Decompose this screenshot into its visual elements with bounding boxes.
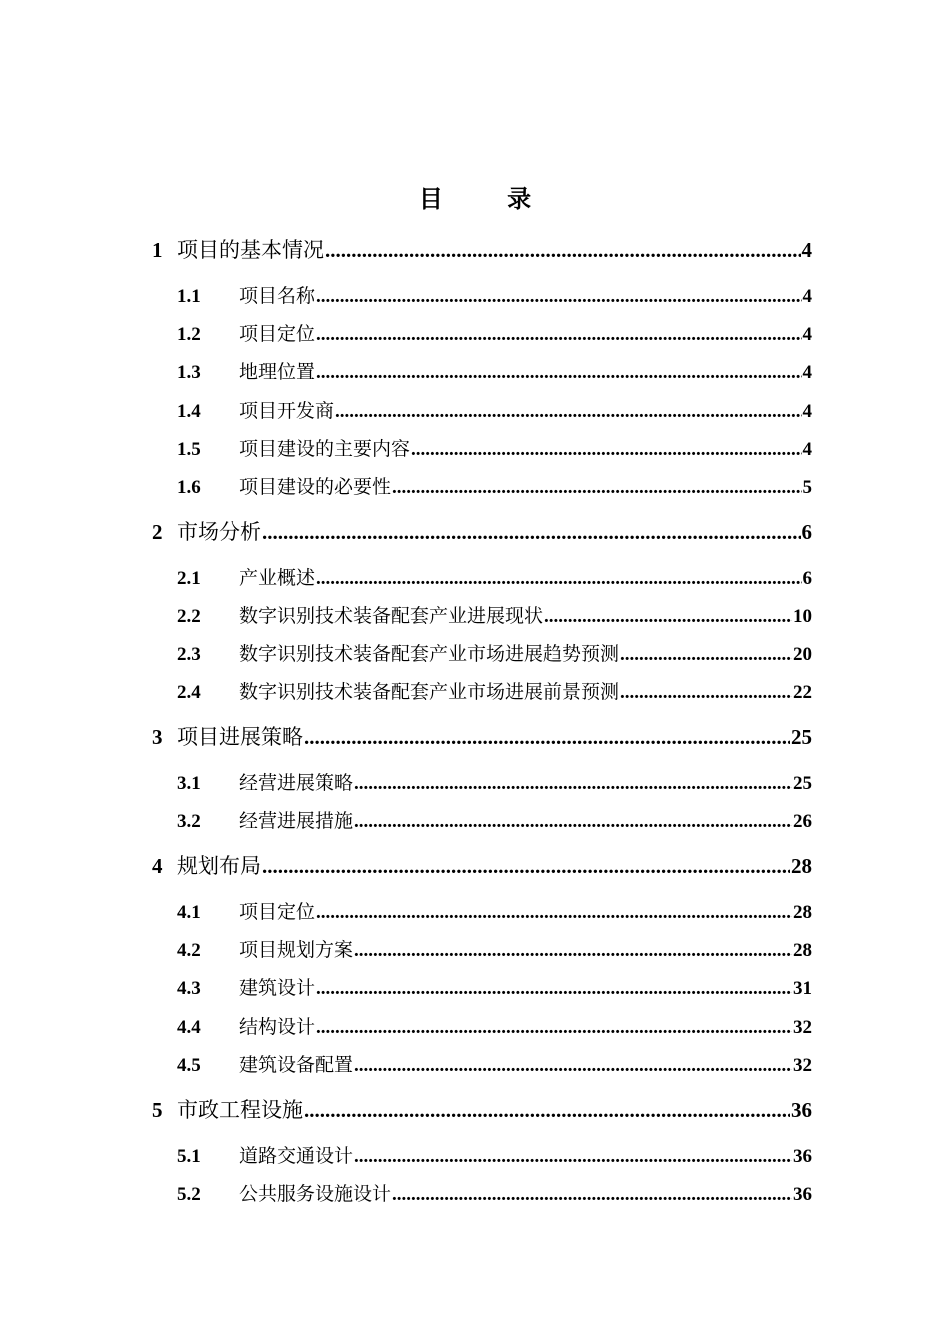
toc-entry-label: 道路交通设计 (239, 1145, 354, 1167)
toc-entry-number: 2.4 (177, 682, 201, 703)
toc-entry-number: 1.4 (177, 401, 201, 422)
toc-entry[interactable] (177, 1051, 812, 1080)
toc-entry-label: 建筑设备配置 (239, 1054, 354, 1076)
toc-entry[interactable] (177, 1180, 812, 1209)
toc-entry[interactable] (177, 358, 812, 387)
toc-entry-label: 产业概述 (239, 567, 316, 589)
toc-entry[interactable] (177, 282, 812, 311)
toc-entry[interactable] (177, 936, 812, 965)
toc-entry-page: 4 (802, 401, 812, 422)
toc-entry-page: 22 (793, 682, 812, 703)
toc-entry[interactable] (177, 602, 812, 631)
toc-dot-leader (620, 641, 792, 669)
toc-entry-number: 1.1 (177, 286, 201, 307)
toc-entry-page: 6 (802, 568, 812, 589)
toc-dot-leader (316, 283, 801, 311)
toc-entry-number: 5.2 (177, 1184, 201, 1205)
toc-dot-leader (620, 679, 792, 707)
toc-entry[interactable] (152, 235, 812, 265)
toc-entry-page: 4 (802, 286, 812, 307)
toc-entry-number: 1.2 (177, 324, 201, 345)
toc-entry-number: 3 (152, 725, 163, 749)
toc-entry-number: 4 (152, 854, 163, 878)
toc-entry[interactable] (152, 851, 812, 881)
toc-dot-leader (335, 398, 801, 426)
toc-entry[interactable] (177, 678, 812, 707)
toc-entry-page: 32 (793, 1017, 812, 1038)
toc-entry-number: 1 (152, 238, 163, 262)
toc-entry-label: 项目建设的必要性 (239, 476, 392, 498)
toc-entry[interactable] (177, 807, 812, 836)
toc-entry-page: 25 (791, 725, 812, 749)
toc-entry-label: 项目定位 (239, 323, 316, 345)
toc-entry-page: 31 (793, 978, 812, 999)
toc-dot-leader (316, 359, 801, 387)
toc-entry-label: 市政工程设施 (177, 1098, 303, 1122)
toc-dot-leader (304, 1095, 790, 1125)
toc-entry-page: 32 (793, 1055, 812, 1076)
toc-entry-page: 20 (793, 644, 812, 665)
toc-entry-number: 4.4 (177, 1017, 201, 1038)
toc-entry-number: 4.2 (177, 940, 201, 961)
toc-entry-number: 3.2 (177, 811, 201, 832)
toc-entry-page: 36 (791, 1098, 812, 1122)
toc-entry-label: 项目建设的主要内容 (239, 438, 411, 460)
toc-dot-leader (325, 235, 801, 265)
toc-dot-leader (544, 603, 792, 631)
toc-entry-page: 5 (802, 477, 812, 498)
toc-dot-leader (354, 937, 792, 965)
toc-entry-page: 6 (801, 520, 812, 544)
toc-title: 目 录 (418, 184, 560, 213)
toc-entry-label: 经营进展策略 (239, 772, 354, 794)
toc-entry-number: 1.6 (177, 477, 201, 498)
toc-dot-leader (354, 808, 792, 836)
toc-entry-number: 2 (152, 520, 163, 544)
toc-dot-leader (392, 474, 801, 502)
toc-entry-number: 2.2 (177, 606, 201, 627)
toc-entry-label: 项目进展策略 (177, 725, 303, 749)
toc-entry-label: 项目的基本情况 (177, 238, 324, 262)
toc-entry-page: 28 (793, 940, 812, 961)
toc-dot-leader (316, 975, 792, 1003)
toc-dot-leader (354, 770, 792, 798)
toc-entry-number: 4.5 (177, 1055, 201, 1076)
toc-entry-page: 25 (793, 773, 812, 794)
toc-entry-page: 36 (793, 1184, 812, 1205)
toc-dot-leader (316, 899, 792, 927)
toc-entry-number: 2.3 (177, 644, 201, 665)
toc-dot-leader (304, 722, 790, 752)
toc-entry-page: 28 (791, 854, 812, 878)
toc-entry-page: 4 (802, 439, 812, 460)
toc-entry[interactable] (177, 898, 812, 927)
toc-dot-leader (262, 517, 801, 547)
toc-entry-page: 26 (793, 811, 812, 832)
toc-entry-number: 5.1 (177, 1146, 201, 1167)
toc-entry[interactable] (177, 564, 812, 593)
toc-dot-leader (316, 321, 801, 349)
toc-entry-number: 3.1 (177, 773, 201, 794)
toc-entry-label: 经营进展措施 (239, 810, 354, 832)
toc-dot-leader (354, 1052, 792, 1080)
toc-entry-label: 项目定位 (239, 901, 316, 923)
toc-entry[interactable] (177, 1142, 812, 1171)
toc-entry[interactable] (177, 473, 812, 502)
toc-entry[interactable] (177, 435, 812, 464)
toc-entry-label: 市场分析 (177, 520, 261, 544)
toc-entry-number: 1.5 (177, 439, 201, 460)
toc-entry-label: 结构设计 (239, 1016, 316, 1038)
toc-entry[interactable] (177, 640, 812, 669)
toc-entry[interactable] (152, 517, 812, 547)
toc-entry-page: 28 (793, 902, 812, 923)
toc-entry-page: 4 (802, 362, 812, 383)
toc-entry[interactable] (177, 769, 812, 798)
toc-entry-label: 项目开发商 (239, 400, 335, 422)
toc-dot-leader (316, 565, 801, 593)
toc-entry-label: 地理位置 (239, 361, 316, 383)
toc-dot-leader (411, 436, 801, 464)
toc-entry-page: 10 (793, 606, 812, 627)
toc-entry[interactable] (177, 320, 812, 349)
toc-entry-label: 数字识别技术装备配套产业市场进展趋势预测 (239, 643, 620, 665)
toc-dot-leader (354, 1143, 792, 1171)
toc-entry[interactable] (177, 1013, 812, 1042)
toc-entry-number: 1.3 (177, 362, 201, 383)
toc-dot-leader (392, 1181, 792, 1209)
toc-entry[interactable] (152, 722, 812, 752)
toc-entry[interactable] (177, 974, 812, 1003)
toc-entry-number: 5 (152, 1098, 163, 1122)
toc-entry-number: 4.3 (177, 978, 201, 999)
toc-dot-leader (262, 851, 790, 881)
toc-entry-label: 规划布局 (177, 854, 261, 878)
toc-entry-label: 项目规划方案 (239, 939, 354, 961)
toc-entry-page: 4 (801, 238, 812, 262)
toc-dot-leader (316, 1014, 792, 1042)
toc-entry-label: 数字识别技术装备配套产业市场进展前景预测 (239, 681, 620, 703)
toc-entry-label: 建筑设计 (239, 977, 316, 999)
toc-entry-label: 项目名称 (239, 285, 316, 307)
toc-entry-number: 4.1 (177, 902, 201, 923)
toc-entry-page: 4 (802, 324, 812, 345)
toc-entry-label: 数字识别技术装备配套产业进展现状 (239, 605, 544, 627)
toc-entry-label: 公共服务设施设计 (239, 1183, 392, 1205)
toc-entry[interactable] (152, 1095, 812, 1125)
toc-entry[interactable] (177, 397, 812, 426)
toc-entry-number: 2.1 (177, 568, 201, 589)
toc-entry-page: 36 (793, 1146, 812, 1167)
